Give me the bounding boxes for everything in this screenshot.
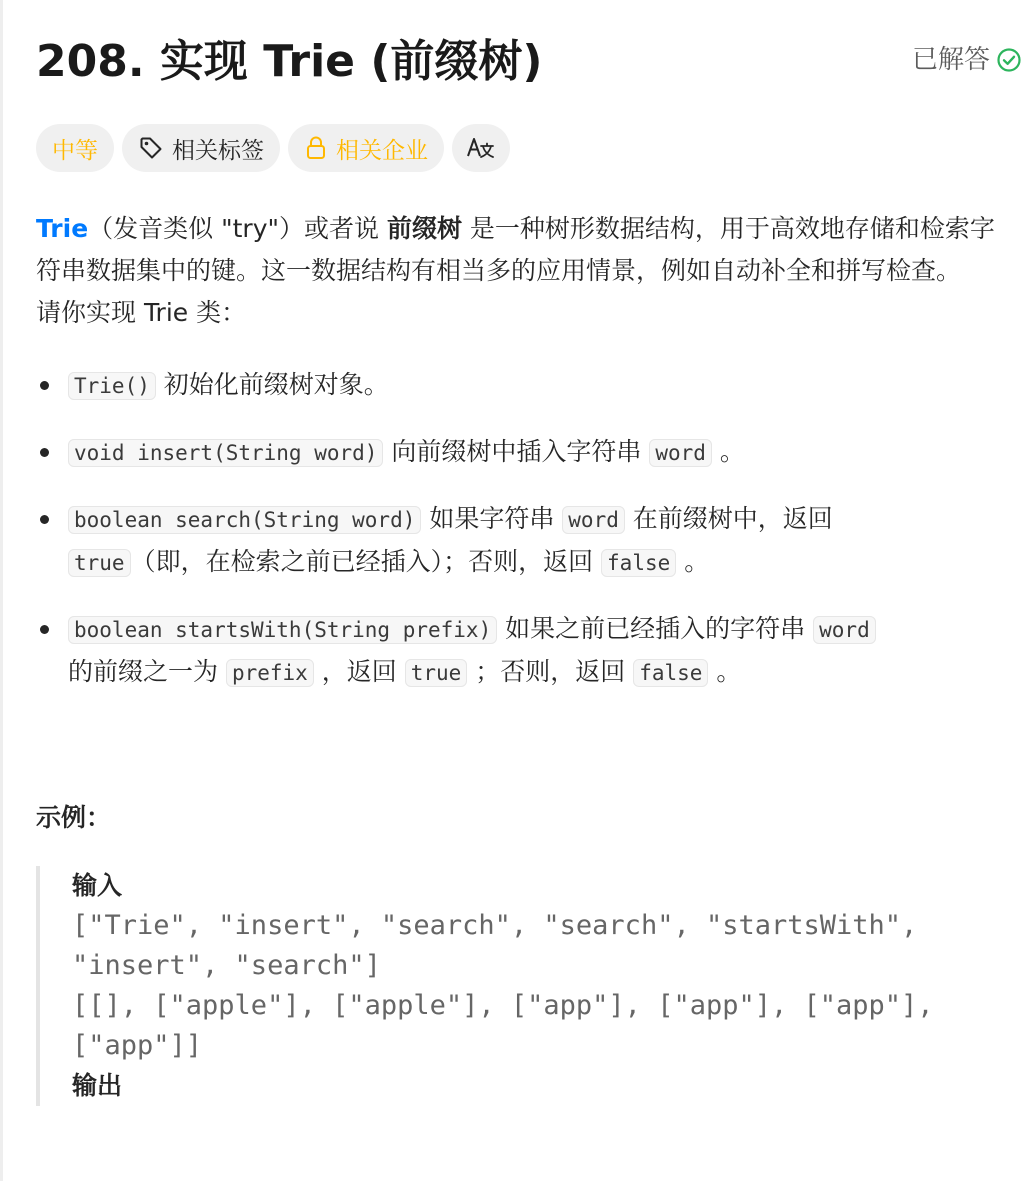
- solved-label: 已解答: [911, 45, 990, 75]
- task-intro: 请你实现 Trie 类：: [36, 298, 247, 327]
- inline-code: true: [68, 549, 131, 577]
- difficulty-badge[interactable]: [36, 124, 114, 172]
- inline-code: Trie(): [68, 372, 156, 400]
- inline-code: word: [562, 506, 625, 534]
- difficulty-label: 中等: [52, 137, 98, 164]
- header: [36, 0, 1016, 124]
- item-text: 。: [708, 657, 742, 686]
- translate-icon: [466, 135, 496, 161]
- example-block: [36, 866, 1016, 1106]
- bullet-icon: [40, 515, 49, 524]
- tag-row: [36, 124, 1016, 172]
- translate-button[interactable]: [452, 124, 510, 172]
- item-text: ；否则，返回: [467, 657, 634, 686]
- inline-code: boolean search(String word): [68, 506, 421, 534]
- input-label: 输入: [72, 871, 123, 900]
- list-item: [68, 431, 1016, 474]
- item-text: 向前缀树中插入字符串: [383, 437, 650, 466]
- inline-code: word: [813, 616, 876, 644]
- inline-code: true: [405, 659, 468, 687]
- description-text-b: 是一种树形数据结构，用于高效地存储和检索字符串数据集中的键。这一数据结构有相当多的应用情景，例如自动补全和拼写检查。: [36, 214, 995, 285]
- bullet-icon: [40, 625, 49, 634]
- problem-title[interactable]: 208. 实现 Trie (前缀树): [36, 36, 543, 87]
- item-text: 在前缀树中，返回: [624, 504, 833, 533]
- item-text: 如果字符串: [421, 504, 563, 533]
- item-text: （即，在检索之前已经插入）；否则，返回: [130, 547, 602, 576]
- item-text: 如果之前已经插入的字符串: [497, 614, 814, 643]
- description-text-a: （发音类似 "try"）或者说: [88, 214, 387, 243]
- check-circle-icon: [996, 47, 1022, 73]
- item-text: 的前缀之一为: [68, 657, 226, 686]
- bullet-icon: [40, 448, 49, 457]
- example-heading: 示例：: [36, 803, 112, 832]
- related-topics-button[interactable]: [122, 124, 280, 172]
- item-text: 初始化前缀树对象。: [155, 370, 389, 399]
- list-item: [68, 608, 1016, 694]
- input-arguments: [[], ["apple"], ["apple"], ["app"], ["app"], ["app"], ["app"]]: [72, 990, 950, 1061]
- description-paragraph: [36, 208, 1016, 292]
- description-body: [36, 208, 1016, 694]
- inline-code: void insert(String word): [68, 439, 383, 467]
- item-text: 。: [676, 547, 710, 576]
- list-item: [68, 364, 1016, 407]
- list-item: [68, 498, 1016, 584]
- lock-icon: [304, 135, 328, 161]
- inline-code: word: [649, 439, 712, 467]
- bullet-icon: [40, 381, 49, 390]
- inline-code: boolean startsWith(String prefix): [68, 616, 497, 644]
- inline-code: prefix: [226, 659, 314, 687]
- method-list: [36, 364, 1016, 694]
- item-text: 。: [711, 437, 745, 466]
- related-companies-button[interactable]: [288, 124, 444, 172]
- related-topics-label: 相关标签: [172, 137, 264, 164]
- inline-code: false: [633, 659, 708, 687]
- item-text: ，返回: [313, 657, 405, 686]
- related-companies-label: 相关企业: [336, 137, 428, 164]
- trie-term-link[interactable]: Trie: [36, 214, 89, 243]
- prefix-tree-term: 前缀树: [386, 214, 462, 243]
- solved-status: [912, 42, 1022, 78]
- output-label: 输出: [72, 1071, 123, 1100]
- problem-description: [36, 0, 1016, 1106]
- input-operations: ["Trie", "insert", "search", "search", "startsWith", "insert", "search"]: [72, 910, 934, 981]
- tag-icon: [138, 135, 164, 161]
- inline-code: false: [601, 549, 676, 577]
- left-border: [0, 0, 3, 1181]
